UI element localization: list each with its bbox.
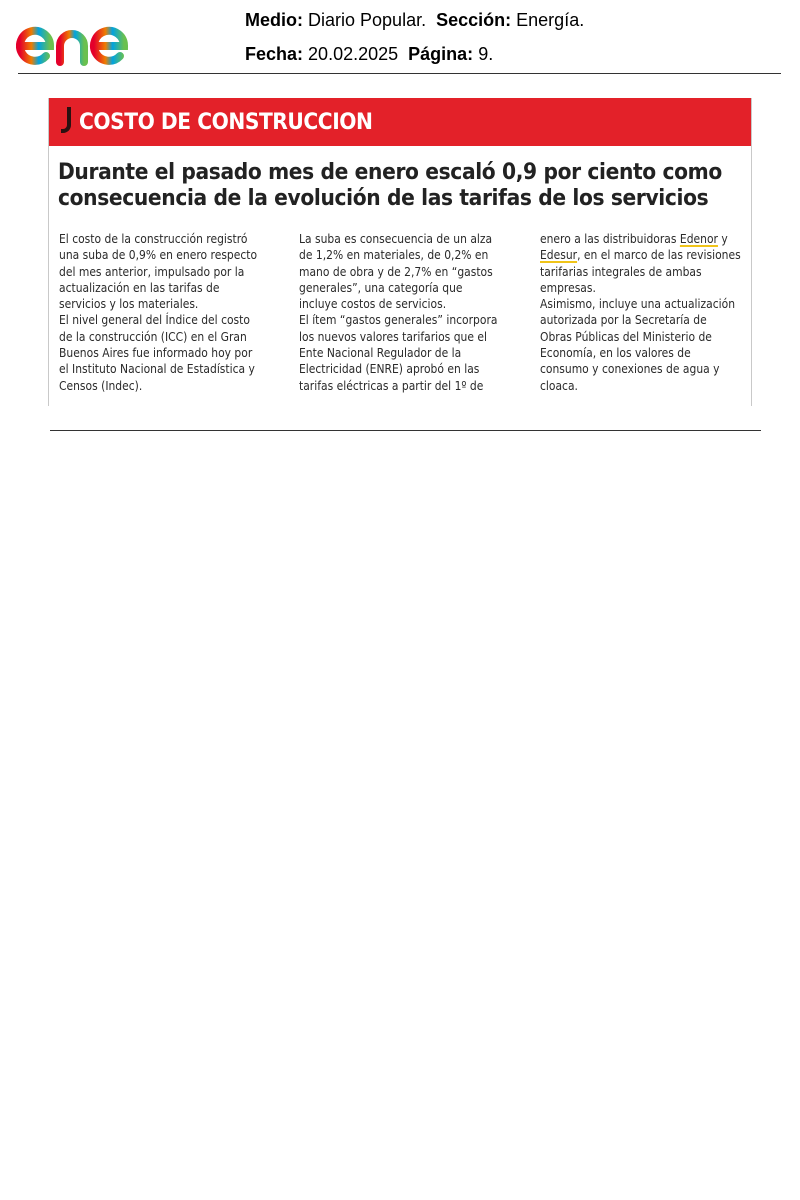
body-line: empresas. <box>540 279 596 295</box>
body-line: Electricidad (ENRE) aprobó en las <box>299 361 480 377</box>
newspaper-clipping <box>48 98 752 406</box>
body-line: mano de obra y de 2,7% en “gastos <box>299 263 493 279</box>
body-line: La suba es consecuencia de un alza <box>299 231 493 246</box>
highlight-edenor: Edenor <box>679 231 718 246</box>
body-line: de 1,2% en materiales, de 0,2% en <box>299 247 489 263</box>
body-line <box>540 231 728 247</box>
body-line: servicios y los materiales. <box>59 296 199 312</box>
body-line: generales”, una categoría que <box>299 279 463 295</box>
headline-line: Durante el pasado mes de enero escaló 0,9 por ciento como <box>58 160 722 185</box>
body-line: una suba de 0,9% en enero respecto <box>59 247 258 263</box>
body-text: en el marco de las revisiones <box>583 247 741 263</box>
connector-word: y <box>721 231 728 246</box>
pagina-label: Página: <box>408 44 474 64</box>
body-line: actualización en las tarifas de <box>59 279 220 295</box>
body-line: autorizada por la Secretaría de <box>540 312 707 328</box>
medio-value: Diario Popular. <box>308 10 427 30</box>
section-mark-icon <box>61 107 71 133</box>
body-line: El ítem “gastos generales” incorpora <box>299 312 498 328</box>
body-line: incluye costos de servicios. <box>299 296 447 312</box>
enel-logo <box>16 6 172 68</box>
headline-line: consecuencia de la evolución de las tarifas de los servicios <box>58 186 709 211</box>
header-line-1 <box>245 10 584 31</box>
body-line: Obras Públicas del Ministerio de <box>540 328 712 344</box>
body-line: El nivel general del Índice del costo <box>59 312 250 328</box>
article-column-3 <box>540 231 750 394</box>
highlight-edesur: Edesur <box>540 247 578 263</box>
body-line: consumo y conexiones de agua y <box>540 361 720 377</box>
body-line: Ente Nacional Regulador de la <box>299 345 462 361</box>
body-line: tarifas eléctricas a partir del 1º de <box>299 377 484 393</box>
body-line: de la construcción (ICC) en el Gran <box>59 328 247 344</box>
body-line: cloaca. <box>540 377 578 393</box>
body-line: Buenos Aires fue informado hoy por <box>59 345 253 361</box>
medio-label: Medio: <box>245 10 303 30</box>
footer-divider <box>50 430 761 431</box>
body-line: Asimismo, incluye una actualización <box>540 296 736 312</box>
article-column-1 <box>59 231 269 394</box>
body-line: Economía, en los valores de <box>540 345 691 361</box>
body-line: El costo de la construcción registró <box>59 231 248 246</box>
section-banner <box>49 98 751 146</box>
body-line: del mes anterior, impulsado por la <box>59 263 245 279</box>
body-line: los nuevos valores tarifarios que el <box>299 328 487 344</box>
article-headline <box>58 160 748 212</box>
article-column-2 <box>299 231 509 394</box>
fecha-value: 20.02.2025 <box>308 44 399 64</box>
fecha-label: Fecha: <box>245 44 304 64</box>
seccion-value: Energía. <box>516 10 585 30</box>
body-line: tarifarias integrales de ambas <box>540 263 702 279</box>
pagina-value: 9. <box>478 44 494 64</box>
section-title: COSTO DE CONSTRUCCION <box>79 110 373 135</box>
body-text: enero a las distribuidoras <box>540 231 677 246</box>
seccion-label: Sección: <box>436 10 512 30</box>
body-line: el Instituto Nacional de Estadística y <box>59 361 255 377</box>
body-line: Censos (Indec). <box>59 377 143 393</box>
body-line: Edesur, en el marco de las revisiones <box>540 247 741 263</box>
header-divider <box>18 73 781 74</box>
header-line-2 <box>245 44 493 65</box>
